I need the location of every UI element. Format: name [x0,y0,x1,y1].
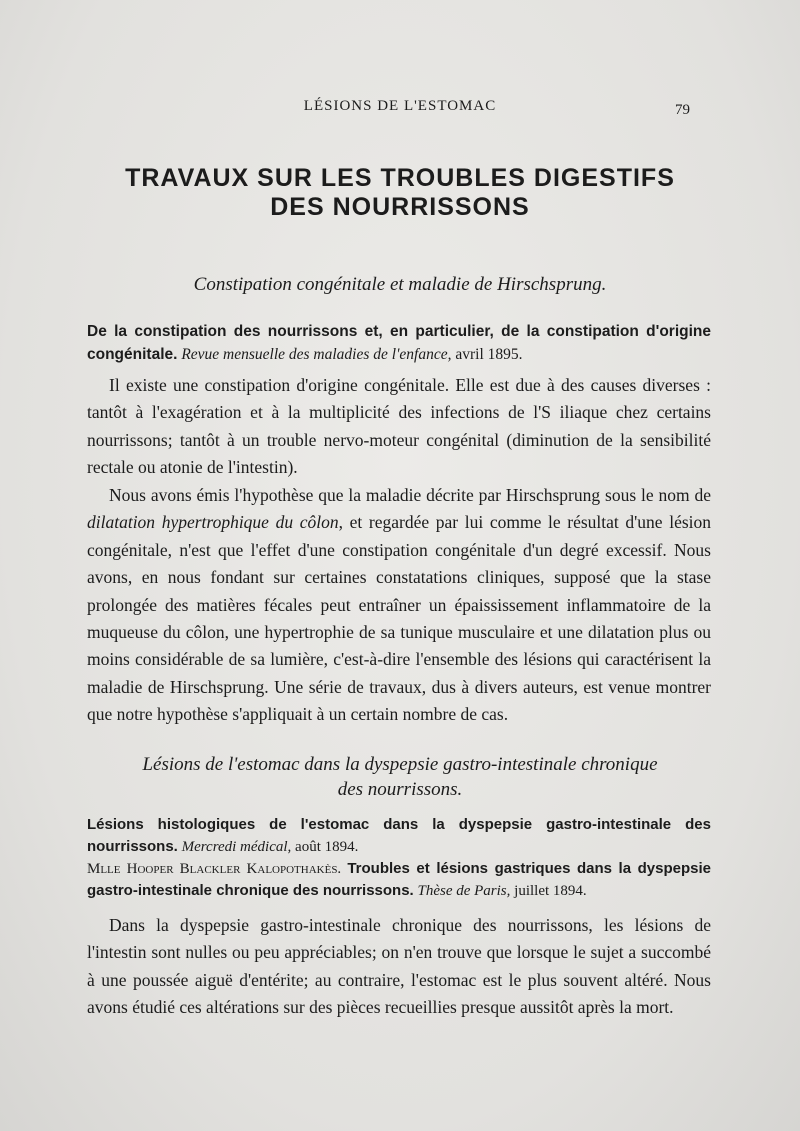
main-title [90,164,710,222]
main-title-line-1: TRAVAUX SUR LES TROUBLES DIGESTIFS [125,164,675,192]
paragraph-constipation-1: Il existe une constipation d'origine congénitale. Elle est due à des causes diverses : tantôt à l'exagération et à la multiplicité des infections de l'S iliaque chez certains nourrissons; tantôt à un trouble nervo-moteur congénital (diminution de la sensibilité rectale ou atonie de l'intestin). [87,375,711,478]
reference-title: Troubles et lésions gastriques dans la dyspepsie gastro-intestinale chronique des nourrissons. [87,860,711,899]
reference-source: Thèse de Paris, [417,883,511,899]
paragraph-lesions: Dans la dyspepsie gastro-intestinale chronique des nourrissons, les lésions de l'intestin sont nulles ou peu appréciables; on n'en trouve que lorsque le sujet a succombé à une poussée aiguë d'entérite; au contraire, l'estomac est le plus souvent altéré. Nous avons étudié ces altérations sur des pièces recueillies presque aussitôt après la mort. [87,915,711,1018]
paragraph-text: , et regardée par lui comme le résultat d'une lésion congénitale, n'est que l'effet d'une constipation congénitale d'un degré excessif. Nous avons, en nous fondant sur certaines constatations cliniques, supposé que la stase prolongée des matières fécales peut entraîner un épaississement inflammatoire de la muqueuse du côlon, une hypertrophie de sa tunique musculaire et une dilatation plus ou moins considérable de sa lumière, c'est-à-dire l'ensemble des lésions qui caractérisent la maladie de Hirschsprung. Une série de travaux, dus à divers auteurs, est venue montrer que notre hypothèse s'appliquait à un certain nombre de cas. [87,512,712,725]
section-heading-lesions [90,752,710,802]
reference-lesions-histologiques [87,814,711,858]
running-title: LÉSIONS DE L'ESTOMAC [303,98,497,114]
paragraph-italic-term: dilatation hypertrophique du côlon [87,512,339,533]
reference-constipation [87,320,711,366]
reference-title: De la constipation des nourrissons et, en particulier, de la constipation d'origine congénitale. [87,323,711,363]
reference-author: Mlle Hooper Blackler Kalopothakès. [87,861,342,877]
page-number: 79 [675,102,690,118]
main-title-line-2: DES NOURRISSONS [270,193,530,221]
section-heading-line-1: Lésions de l'estomac dans la dyspepsie gastro-intestinale chronique [142,754,658,775]
reference-date: juillet 1894. [514,883,587,899]
paragraph-text: Nous avons émis l'hypothèse que la maladie décrite par Hirschsprung sous le nom de [109,485,711,505]
paragraph-constipation-2 [87,482,711,729]
reference-date: août 1894. [295,839,359,855]
reference-source: Mercredi médical, [181,839,292,855]
section-heading-constipation: Constipation congénitale et maladie de Hirschsprung. [193,274,607,295]
reference-kalopothakes [87,858,711,902]
reference-title: Lésions histologiques de l'estomac dans la dyspepsie gastro-intestinale des nourrissons. [87,816,711,855]
reference-date: avril 1895. [455,346,523,363]
reference-source: Revue mensuelle des maladies de l'enfance, [181,346,452,363]
section-heading-line-2: des nourrissons. [337,779,463,800]
